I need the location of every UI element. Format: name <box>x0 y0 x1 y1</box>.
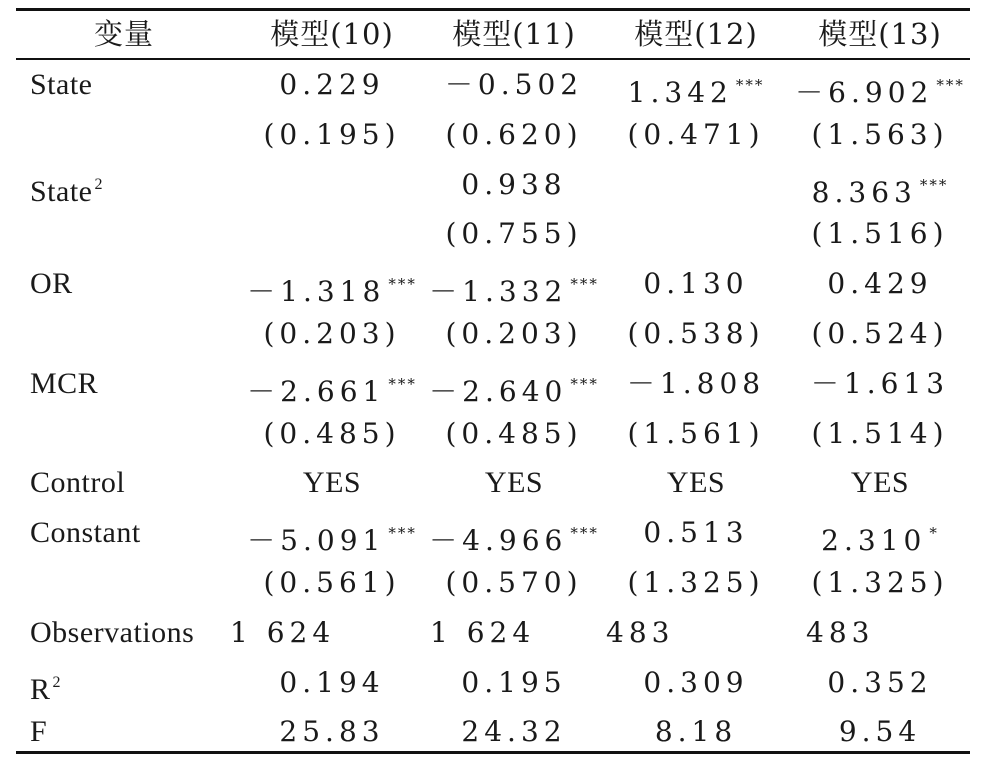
table-cell <box>627 317 764 351</box>
row-label-text: F <box>30 715 48 748</box>
table-cell <box>643 516 748 550</box>
row-label <box>30 516 141 550</box>
table-cell <box>461 715 566 749</box>
cell-value: 0.938 <box>461 168 567 201</box>
table-cell <box>430 616 535 650</box>
row-label-text: R <box>30 673 51 706</box>
significance-stars: *** <box>936 76 965 94</box>
header-model-1: 模型(10) <box>270 17 394 51</box>
table-cell <box>806 616 874 650</box>
cell-value: 0.229 <box>279 68 385 101</box>
cell-value: YES <box>850 466 910 499</box>
row-label-text: OR <box>30 267 73 300</box>
cell-value: 9.54 <box>838 715 922 748</box>
table-cell <box>247 367 417 409</box>
cell-value: 483 <box>606 616 675 649</box>
cell-value: －4.966 <box>429 524 568 557</box>
table-cell <box>627 367 765 401</box>
cell-value: (0.485) <box>263 417 401 450</box>
table-cell <box>445 118 582 152</box>
row-label-superscript: 2 <box>52 674 62 691</box>
cell-value: 1.342 <box>627 76 733 109</box>
row-label <box>30 715 47 749</box>
header-variable: 变量 <box>93 17 155 51</box>
cell-value: －1.318 <box>247 275 386 308</box>
cell-value: (0.195) <box>263 118 401 151</box>
table-cell <box>827 267 932 301</box>
table-cell <box>279 715 384 749</box>
table-cell <box>627 566 764 600</box>
significance-stars: *** <box>570 375 599 393</box>
table-cell <box>811 417 948 451</box>
table-cell <box>811 217 948 251</box>
header-model-4: 模型(13) <box>818 17 942 51</box>
row-label <box>30 367 98 401</box>
cell-value: －0.502 <box>444 68 584 101</box>
cell-value: －2.661 <box>247 375 386 408</box>
cell-value: －6.902 <box>795 76 934 109</box>
cell-value: (1.514) <box>811 417 949 450</box>
row-label-superscript: 2 <box>94 176 103 193</box>
cell-value: 25.83 <box>279 715 385 748</box>
row-label <box>30 267 73 301</box>
table-cell <box>263 417 400 451</box>
table-cell <box>811 566 948 600</box>
table-cell <box>839 715 921 749</box>
row-label-text: MCR <box>30 367 99 400</box>
table-cell <box>811 317 948 351</box>
cell-value: 0.352 <box>827 666 933 699</box>
cell-value: (0.538) <box>627 317 765 350</box>
table-cell <box>279 666 384 700</box>
table-cell <box>485 466 543 500</box>
row-label <box>30 68 93 102</box>
header-model-3: 模型(12) <box>634 17 758 51</box>
table-cell <box>811 367 949 401</box>
significance-stars: *** <box>388 275 417 293</box>
table-cell <box>445 566 582 600</box>
row-label-text: State <box>30 68 93 101</box>
significance-stars: *** <box>735 76 765 94</box>
table-cell <box>627 417 764 451</box>
cell-value: 1 624 <box>230 616 336 649</box>
cell-value: 0.309 <box>643 666 749 699</box>
table-cell <box>627 118 764 152</box>
cell-value: 0.130 <box>643 267 749 300</box>
cell-value: (1.325) <box>627 566 765 599</box>
cell-value: YES <box>302 466 362 499</box>
cell-value: (0.755) <box>445 217 583 250</box>
table-cell <box>667 466 725 500</box>
significance-stars: * <box>929 524 939 542</box>
cell-value: －5.091 <box>247 524 386 557</box>
row-label-text: Constant <box>30 516 141 549</box>
header-rule <box>16 58 970 60</box>
cell-value: －1.808 <box>626 367 766 400</box>
cell-value: YES <box>666 466 726 499</box>
cell-value: 0.429 <box>827 267 933 300</box>
cell-value: (0.203) <box>263 317 401 350</box>
table-cell <box>230 616 335 650</box>
table-cell <box>279 68 384 102</box>
table-cell <box>263 118 400 152</box>
cell-value: 24.32 <box>461 715 567 748</box>
row-label-text: State <box>30 175 93 208</box>
cell-value: (1.516) <box>811 217 949 250</box>
table-cell <box>429 367 599 409</box>
significance-stars: *** <box>388 375 417 393</box>
row-label <box>30 168 103 209</box>
cell-value: (0.203) <box>445 317 583 350</box>
cell-value: (0.561) <box>263 566 401 599</box>
row-label-text: Observations <box>30 616 195 649</box>
significance-stars: *** <box>570 524 599 542</box>
table-cell <box>445 217 582 251</box>
row-label <box>30 466 125 500</box>
cell-value: 0.195 <box>461 666 567 699</box>
cell-value: (0.471) <box>627 118 765 151</box>
table-cell <box>445 68 583 102</box>
cell-value: (1.561) <box>627 417 765 450</box>
cell-value: (0.620) <box>445 118 583 151</box>
cell-value: 0.513 <box>643 516 749 549</box>
row-label <box>30 666 61 707</box>
cell-value: (1.325) <box>811 566 949 599</box>
significance-stars: *** <box>570 275 599 293</box>
table-cell <box>795 68 965 110</box>
cell-value: (0.485) <box>445 417 583 450</box>
table-cell <box>606 616 674 650</box>
cell-value: (1.563) <box>811 118 949 151</box>
cell-value: －2.640 <box>429 375 568 408</box>
bottom-rule <box>16 751 970 754</box>
cell-value: 8.18 <box>654 715 738 748</box>
table-cell <box>263 566 400 600</box>
cell-value: YES <box>484 466 544 499</box>
table-cell <box>851 466 909 500</box>
top-rule <box>16 8 970 11</box>
row-label-text: Control <box>30 466 126 499</box>
table-cell <box>445 317 582 351</box>
table-cell <box>303 466 361 500</box>
table-cell <box>461 666 566 700</box>
cell-value: －1.613 <box>810 367 950 400</box>
table-cell <box>445 417 582 451</box>
cell-value: 483 <box>806 616 875 649</box>
table-cell <box>461 168 566 202</box>
table-cell <box>827 666 932 700</box>
cell-value: －1.332 <box>429 275 568 308</box>
significance-stars: *** <box>919 176 949 194</box>
significance-stars: *** <box>388 524 417 542</box>
cell-value: 1 624 <box>430 616 536 649</box>
cell-value: (0.524) <box>811 317 949 350</box>
table-cell <box>263 317 400 351</box>
cell-value: 8.363 <box>811 176 917 209</box>
table-cell <box>247 267 417 309</box>
row-label <box>30 616 194 650</box>
cell-value: 2.310 <box>821 524 927 557</box>
header-model-2: 模型(11) <box>452 17 576 51</box>
table-cell <box>655 715 737 749</box>
table-cell <box>821 516 939 558</box>
table-cell <box>628 68 765 110</box>
table-cell <box>429 516 599 558</box>
cell-value: (0.570) <box>445 566 583 599</box>
table-cell <box>811 118 948 152</box>
table-cell <box>812 168 949 210</box>
table-cell <box>643 666 748 700</box>
cell-value: 0.194 <box>279 666 385 699</box>
table-cell <box>247 516 417 558</box>
table-cell <box>643 267 748 301</box>
table-cell <box>429 267 599 309</box>
